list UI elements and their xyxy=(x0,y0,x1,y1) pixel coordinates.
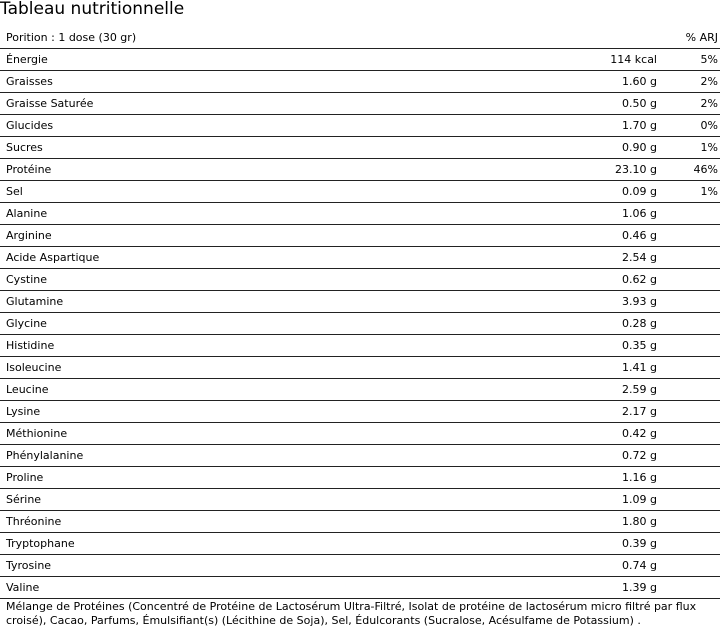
table-row xyxy=(0,533,720,555)
nutrient-value: 114 kcal xyxy=(610,53,657,66)
table-row xyxy=(0,71,720,93)
nutrient-name: Lysine xyxy=(6,405,41,418)
nutrient-value: 0.42 g xyxy=(622,427,657,440)
nutrient-value: 3.93 g xyxy=(622,295,657,308)
nutrient-name: Cystine xyxy=(6,273,48,286)
nutrient-value: 2.54 g xyxy=(622,251,657,264)
table-row xyxy=(0,203,720,225)
nutrient-name: Sérine xyxy=(6,493,42,506)
table-row xyxy=(0,49,720,71)
nutrient-name: Sel xyxy=(6,185,23,198)
nutrient-value: 1.80 g xyxy=(622,515,657,528)
nutrient-name: Arginine xyxy=(6,229,52,242)
nutrient-name: Graisses xyxy=(6,75,53,88)
table-row xyxy=(0,379,720,401)
table-row xyxy=(0,555,720,577)
nutrient-name: Sucres xyxy=(6,141,43,154)
page-title: Tableau nutritionnelle xyxy=(0,0,185,19)
table-row xyxy=(0,181,720,203)
nutrient-value: 0.90 g xyxy=(622,141,657,154)
table-row xyxy=(0,269,720,291)
nutrient-value: 0.28 g xyxy=(622,317,657,330)
nutrient-value: 0.46 g xyxy=(622,229,657,242)
nutrient-value: 0.09 g xyxy=(622,185,657,198)
nutrient-value: 2.59 g xyxy=(622,383,657,396)
nutrient-value: 23.10 g xyxy=(615,163,657,176)
nutrient-value: 1.16 g xyxy=(622,471,657,484)
table-body xyxy=(0,49,720,599)
nutrient-name: Glucides xyxy=(6,119,54,132)
table-row xyxy=(0,467,720,489)
nutrition-table xyxy=(0,27,720,599)
nutrient-name: Énergie xyxy=(6,53,48,66)
table-row xyxy=(0,401,720,423)
nutrient-pct-arj: 0% xyxy=(700,119,718,132)
table-row xyxy=(0,247,720,269)
nutrient-name: Méthionine xyxy=(6,427,68,440)
nutrient-value: 1.70 g xyxy=(622,119,657,132)
nutrient-value: 1.41 g xyxy=(622,361,657,374)
nutrient-name: Glycine xyxy=(6,317,47,330)
table-row xyxy=(0,291,720,313)
table-row xyxy=(0,159,720,181)
nutrient-name: Valine xyxy=(6,581,40,594)
nutrient-pct-arj: 1% xyxy=(700,185,718,198)
table-row xyxy=(0,313,720,335)
nutrient-value: 1.09 g xyxy=(622,493,657,506)
pct-arj-header: % ARJ xyxy=(685,31,718,44)
nutrient-name: Tyrosine xyxy=(6,559,52,572)
table-row xyxy=(0,423,720,445)
nutrient-name: Acide Aspartique xyxy=(6,251,100,264)
table-row xyxy=(0,115,720,137)
table-row xyxy=(0,489,720,511)
nutrient-name: Isoleucine xyxy=(6,361,62,374)
table-row xyxy=(0,445,720,467)
nutrient-name: Protéine xyxy=(6,163,52,176)
table-row xyxy=(0,225,720,247)
table-row xyxy=(0,357,720,379)
nutrient-pct-arj: 46% xyxy=(693,163,718,176)
nutrient-name: Histidine xyxy=(6,339,55,352)
nutrient-name: Glutamine xyxy=(6,295,64,308)
nutrient-value: 0.35 g xyxy=(622,339,657,352)
portion-label: Porition : 1 dose (30 gr) xyxy=(6,31,137,44)
nutrient-value: 0.74 g xyxy=(622,559,657,572)
nutrient-name: Phénylalanine xyxy=(6,449,84,462)
table-row xyxy=(0,577,720,599)
nutrient-name: Proline xyxy=(6,471,44,484)
nutrient-pct-arj: 1% xyxy=(700,141,718,154)
nutrient-pct-arj: 2% xyxy=(700,97,718,110)
nutrient-pct-arj: 2% xyxy=(700,75,718,88)
nutrient-value: 1.39 g xyxy=(622,581,657,594)
nutrient-value: 1.60 g xyxy=(622,75,657,88)
table-row xyxy=(0,511,720,533)
nutrient-value: 1.06 g xyxy=(622,207,657,220)
ingredients-text: Mélange de Protéines (Concentré de Protéine de Lactosérum Ultra-Filtré, Isolat de protéine de lactosérum micro filtré par flux croisé), Cacao, Parfums, Émulsifiant(s) (Lécithine de Soja), Sel, Édulcorants (Sucralose, Acésulfame de Potassium) . xyxy=(6,600,697,627)
nutrient-name: Thréonine xyxy=(6,515,62,528)
nutrient-value: 0.39 g xyxy=(622,537,657,550)
nutrient-name: Alanine xyxy=(6,207,48,220)
nutrient-value: 0.62 g xyxy=(622,273,657,286)
table-header-row xyxy=(0,27,720,49)
table-row xyxy=(0,335,720,357)
nutrient-value: 0.50 g xyxy=(622,97,657,110)
nutrient-name: Tryptophane xyxy=(6,537,75,550)
nutrient-value: 2.17 g xyxy=(622,405,657,418)
nutrient-name: Leucine xyxy=(6,383,49,396)
nutrient-name: Graisse Saturée xyxy=(6,97,94,110)
table-row xyxy=(0,93,720,115)
table-row xyxy=(0,137,720,159)
nutrient-value: 0.72 g xyxy=(622,449,657,462)
nutrient-pct-arj: 5% xyxy=(700,53,718,66)
